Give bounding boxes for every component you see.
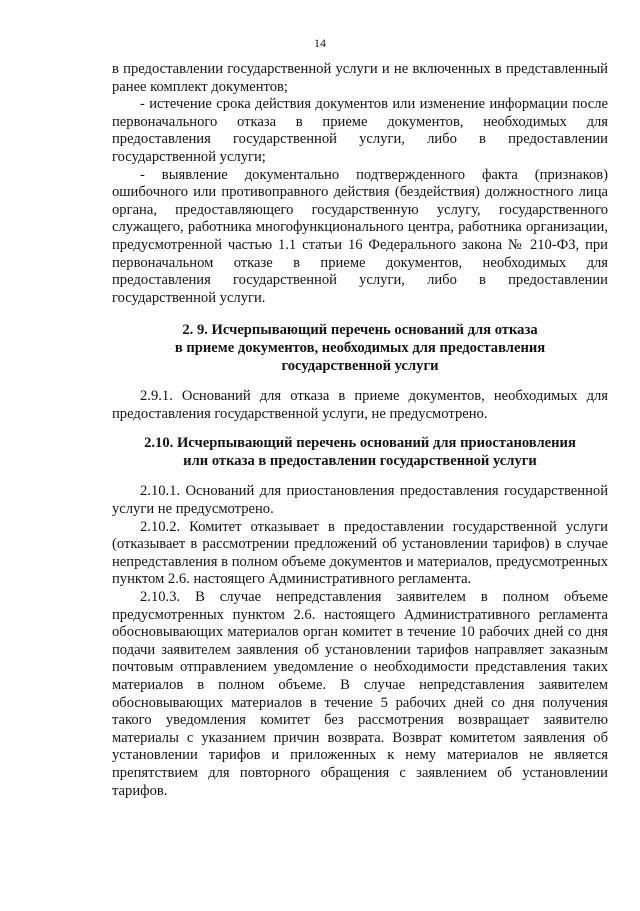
paragraph-list-item: - истечение срока действия документов или изменение информации после первоначального отказа в приеме документов, необходимых для предоставления государственной услуги, либо в предоставлении государственной услуги; — [112, 96, 608, 165]
section-heading-2-9 — [112, 322, 608, 375]
heading-line: 2.10. Исчерпывающий перечень оснований для приостановления — [144, 435, 576, 452]
heading-line: или отказа в предоставлении государственной услуги — [183, 452, 537, 469]
document-body — [112, 61, 608, 800]
paragraph-2-10-1: 2.10.1. Оснований для приостановления предоставления государственной услуги не предусмотрено. — [112, 483, 608, 518]
paragraph-2-9-1: 2.9.1. Оснований для отказа в приеме документов, необходимых для предоставления государственной услуги, не предусмотрено. — [112, 388, 608, 422]
paragraph-list-item: - выявление документально подтвержденного факта (признаков) ошибочного или противоправного действия (бездействия) должностного лица органа, предоставляющего государственную услугу, государственного служащего, работника многофункционального центра, работника организации, предусмотренной частью 1.1 статьи 16 Федерального закона № 210-ФЗ, при первоначальном отказе в приеме документов, необходимых для предоставления государственной услуги, либо в предоставлении государственной услуги. — [112, 166, 608, 306]
paragraph-continuation: в предоставлении государственной услуги и не включенных в представленный ранее комплект документов; — [112, 61, 608, 95]
paragraph-2-10-3: 2.10.3. В случае непредставления заявителем в полном объеме предусмотренных пунктом 2.6. настоящего Административного регламента обосновывающих материалов орган комитет в течение 10 рабочих дней со дня подачи заявителем заявления об установлении тарифов направляет заказным почтовым отправлением уведомление о необходимости представления таких материалов в полном объеме. В случае непредставления заявителем обосновывающих материалов в течение 5 рабочих дней со дня получения такого уведомления комитет без рассмотрения возвращает заявителю материалы с указанием причин возврата. Возврат комитетом заявления об установлении тарифов и приложенных к нему материалов не является препятствием для повторного обращения с заявлением об установлении тарифов. — [112, 589, 608, 799]
heading-line: в приеме документов, необходимых для предоставления — [174, 339, 546, 356]
heading-line: 2. 9. Исчерпывающий перечень оснований для отказа — [182, 322, 538, 339]
heading-line: государственной услуги — [281, 357, 439, 374]
section-heading-2-10 — [112, 435, 608, 470]
paragraph-2-10-2: 2.10.2. Комитет отказывает в предоставлении государственной услуги (отказывает в рассмотрении предложений об установлении тарифов) в случае непредставления в полном объеме документов и материалов, предусмотренных пунктом 2.6. настоящего Административного регламента. — [112, 518, 608, 588]
page-number: 14 — [314, 36, 326, 50]
